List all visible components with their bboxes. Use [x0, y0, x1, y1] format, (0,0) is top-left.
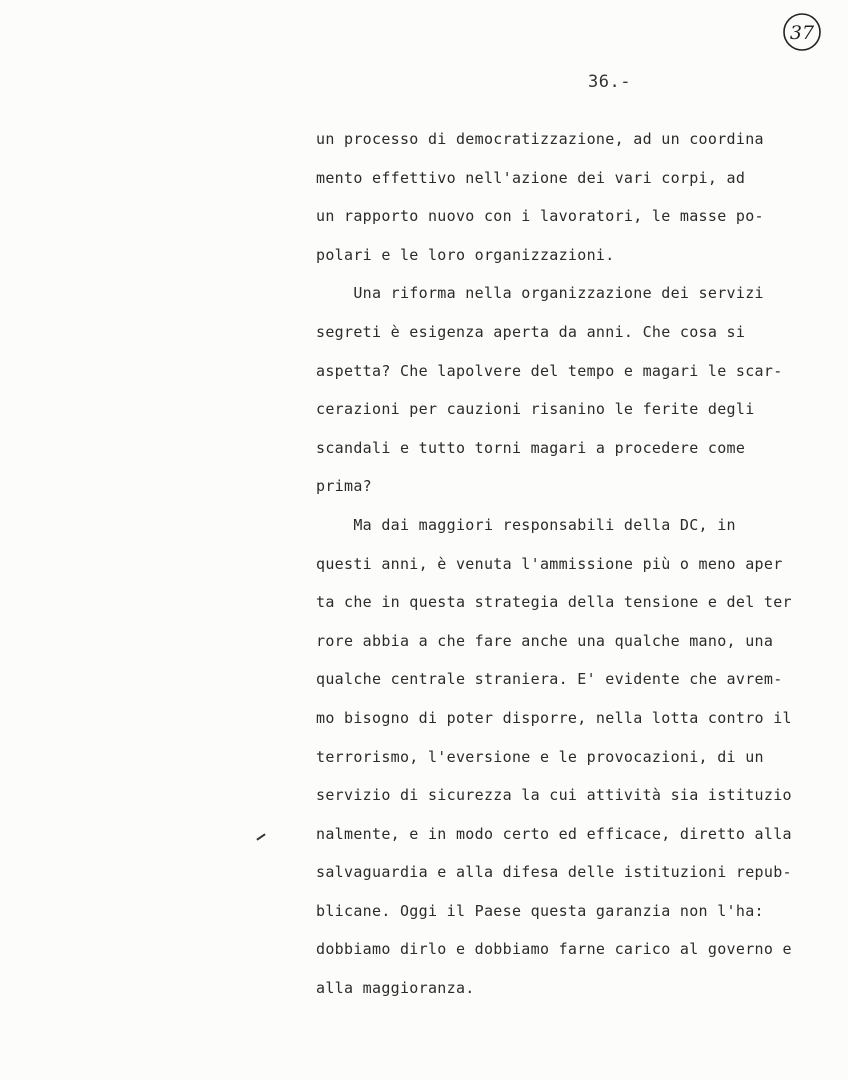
text-line: alla maggioranza. — [316, 979, 475, 998]
text-line: nalmente, e in modo certo ed efficace, diretto alla — [316, 824, 792, 843]
text-line: ta che in questa strategia della tensione e del ter — [316, 593, 792, 612]
text-line: un rapporto nuovo con i lavoratori, le masse po- — [316, 207, 764, 226]
text-line: terrorismo, l'eversione e le provocazioni, di un — [316, 747, 764, 766]
text-line: mento effettivo nell'azione dei vari corpi, ad — [316, 168, 746, 187]
text-line: scandali e tutto torni magari a procedere come — [316, 438, 746, 457]
body-text — [316, 128, 836, 1016]
page-stamp — [780, 10, 824, 54]
text-line: aspetta? Che lapolvere del tempo e magari le scar- — [316, 361, 783, 380]
text-line: mo bisogno di poter disporre, nella lotta contro il — [316, 708, 792, 727]
text-line: polari e le loro organizzazioni. — [316, 245, 615, 264]
text-line: dobbiamo dirlo e dobbiamo farne carico al governo e — [316, 940, 792, 959]
text-line: questi anni, è venuta l'ammissione più o meno aper — [316, 554, 783, 573]
text-line: blicane. Oggi il Paese questa garanzia non l'ha: — [316, 901, 764, 920]
margin-mark — [256, 833, 265, 840]
text-line: salvaguardia e alla difesa delle istituzioni repub- — [316, 863, 792, 882]
text-line: prima? — [316, 477, 372, 496]
text-line: qualche centrale straniera. E' evidente che avrem- — [316, 670, 783, 689]
text-line: rore abbia a che fare anche una qualche mano, una — [316, 631, 774, 650]
text-line: Ma dai maggiori responsabili della DC, in — [316, 515, 736, 534]
text-line: cerazioni per cauzioni risanino le ferite degli — [316, 400, 755, 419]
text-line: servizio di sicurezza la cui attività sia istituzio — [316, 786, 792, 805]
page-number: 36.- — [588, 72, 631, 92]
circled-number-stamp — [780, 10, 824, 54]
text-line: Una riforma nella organizzazione dei servizi — [316, 284, 764, 303]
text-line: un processo di democratizzazione, ad un coordina — [316, 130, 764, 148]
text-line: segreti è esigenza aperta da anni. Che cosa si — [316, 322, 746, 341]
stamp-label: 37 — [789, 22, 815, 44]
